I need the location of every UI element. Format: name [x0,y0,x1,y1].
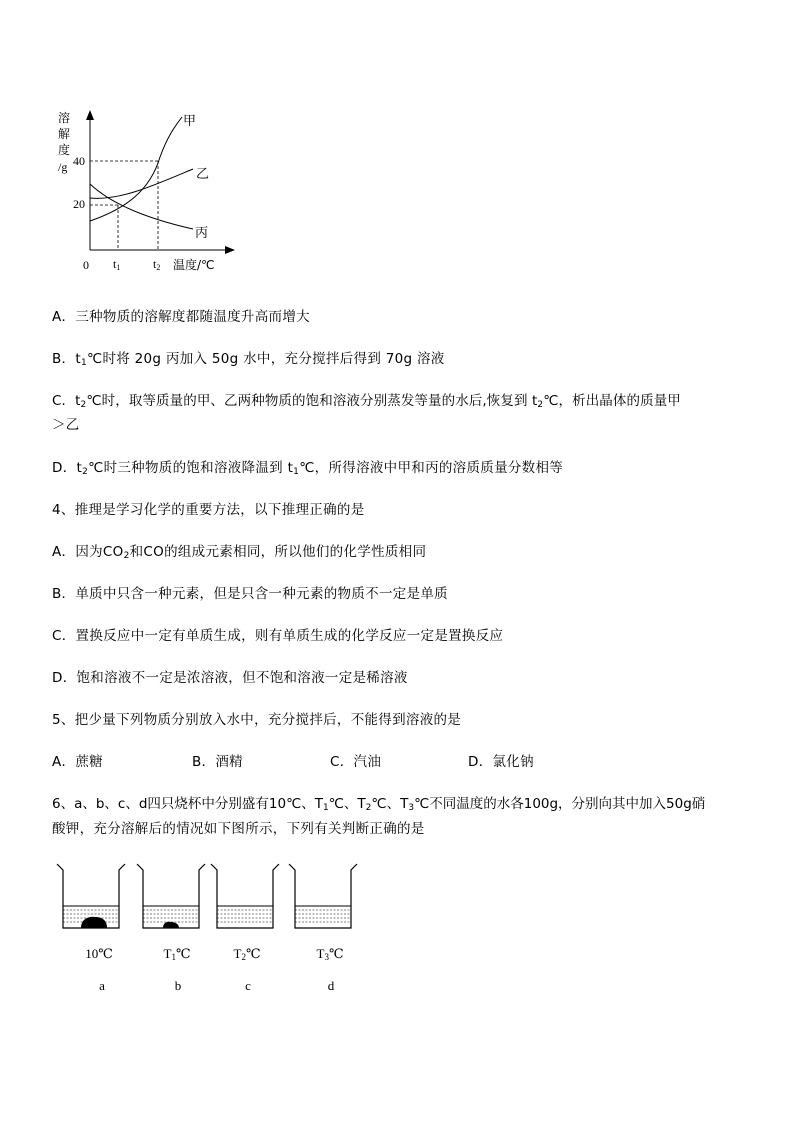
x-axis-arrow [225,246,235,254]
q6-stem-line1: 6、a、b、c、d四只烧杯中分别盛有10℃、$T_1℃$、$T_2℃$、$T_3℃$不同温度的水各100g，分别向其中加入50g硝 [52,796,706,813]
precipitate-b [163,922,179,928]
q5-stem: 5、把少量下列物质分别放入水中，充分搅拌后，不能得到溶液的是 [52,712,462,728]
origin-label: 0 [83,258,89,272]
q5-option-d: D．氯化钠 [468,754,534,770]
curve-yi [90,169,193,198]
y-label-4: /g [58,160,68,174]
y-tick-40: 40 [73,154,85,168]
q5-option-c: C．汽油 [330,754,382,770]
q4-stem: 4、推理是学习化学的重要方法，以下推理正确的是 [52,502,365,518]
y-label-2: 解 [58,127,71,141]
beaker-letter-b: b [174,978,182,993]
beaker-letter-c: c [245,978,251,993]
q3-option-b: B．$t_1℃$时将 20g 丙加入 50g 水中，充分搅拌后得到 70g 溶液 [52,351,445,368]
q4-option-d: D．饱和溶液不一定是浓溶液，但不饱和溶液一定是稀溶液 [52,670,408,686]
q5-option-b: B．酒精 [192,754,243,770]
y-tick-20: 20 [73,197,85,211]
beaker-letter-d: d [327,978,335,993]
q5-options [52,750,534,770]
curve-jia [90,117,182,221]
q3-option-c: C．$t_2℃$时，取等质量的甲、乙两种物质的饱和溶液分别蒸发等量的水后,恢复到 $t_2℃$，析出晶体的质量甲 [52,393,681,410]
y-axis-arrow [86,110,94,120]
curve-label-bing: 丙 [195,226,209,241]
beaker-a [57,864,125,928]
beakers-figure [55,858,375,938]
y-label-1: 溶 [58,111,71,125]
beaker-d [289,864,357,928]
beaker-temp-c: $T_2℃$ [233,946,261,962]
beaker-temp-a: 10℃ [85,946,113,961]
solubility-graph [50,105,310,285]
beaker-b [137,864,205,928]
q4-option-b: B．单质中只含一种元素，但是只含一种元素的物质不一定是单质 [52,586,448,602]
q6-stem-line2: 酸钾，充分溶解后的情况如下图所示，下列有关判断正确的是 [52,821,425,837]
x-tick-t1: t1 [113,257,121,272]
precipitate-a [81,917,107,928]
q5-option-a: A．蔗糖 [52,754,103,770]
x-axis-label: 温度/℃ [173,258,215,272]
beaker-letter-a: a [99,978,105,993]
curve-label-yi: 乙 [196,167,210,182]
x-tick-t2: t2 [153,257,161,272]
beaker-c [211,864,279,928]
y-label-3: 度 [58,143,71,157]
beaker-temp-b: $T_1℃$ [163,946,191,962]
curve-label-jia: 甲 [183,114,197,129]
q4-option-a: A．因为$CO_2$和CO的组成元素相同，所以他们的化学性质相同 [52,544,427,561]
q4-option-c: C．置换反应中一定有单质生成，则有单质生成的化学反应一定是置换反应 [52,628,504,644]
q3-option-a: A．三种物质的溶解度都随温度升高而增大 [52,309,310,325]
beaker-temp-d: $T_3℃$ [316,946,344,962]
q3-option-d: D．$t_2℃$时三种物质的饱和溶液降温到 $t_1℃$，所得溶液中甲和丙的溶质质量分数相等 [52,460,564,477]
q3-option-c-cont: ＞乙 [52,417,80,433]
